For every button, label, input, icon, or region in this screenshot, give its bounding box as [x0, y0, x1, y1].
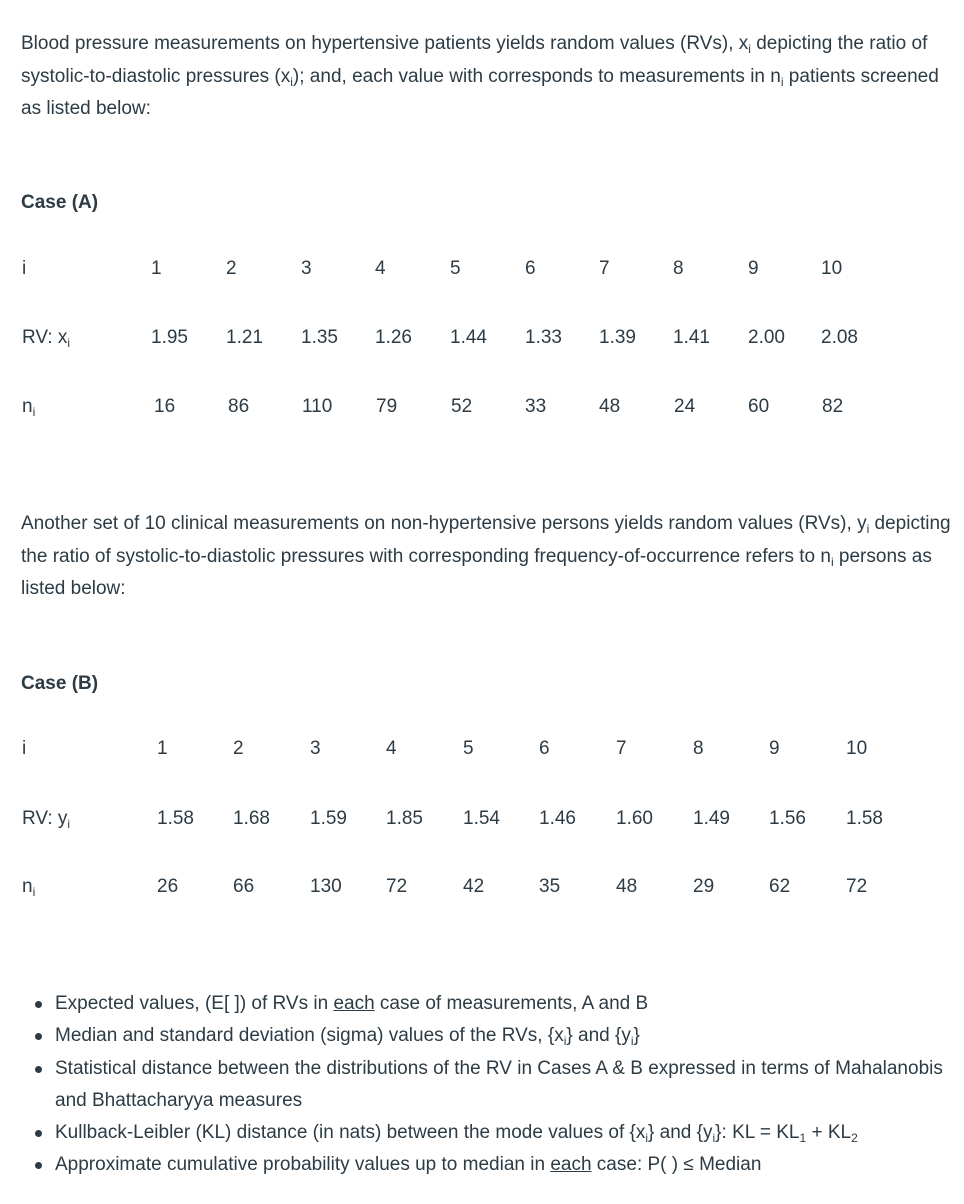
case-b-index-cell: 4 — [386, 738, 397, 759]
case-b-index-cell: 8 — [693, 738, 704, 759]
case-a-rv-cell: 1.41 — [673, 327, 710, 348]
case-b-count-cell: 130 — [310, 876, 342, 897]
case-a-rv-cell: 2.00 — [748, 327, 785, 348]
case-a-rv-cell: 1.35 — [301, 327, 338, 348]
case-b-index-cell: 10 — [846, 738, 868, 759]
case-a-index-cell: 3 — [301, 258, 312, 279]
case-b-index-cell: 9 — [769, 738, 780, 759]
case-a-rv-cell: 1.95 — [151, 327, 188, 348]
case-b-rv-cell: 1.49 — [693, 808, 730, 829]
case-b-rv-cell: 1.60 — [616, 808, 653, 829]
case-a-count-cell: 110 — [302, 396, 333, 417]
case-b-rv-cell: 1.85 — [386, 808, 423, 829]
case-a-label-n: $n_i$ — [22, 396, 36, 419]
case-a-rv-cell: 1.44 — [450, 327, 487, 348]
case-a-count-cell: 86 — [228, 396, 250, 417]
case-a-rv-cell: 1.33 — [525, 327, 562, 348]
case-b-index-cell: 5 — [463, 738, 474, 759]
case-a-index-cell: 5 — [450, 258, 461, 279]
case-a-rv-cell: 1.39 — [599, 327, 636, 348]
case-b-index-cell: 3 — [310, 738, 321, 759]
case-b-rv-cell: 1.68 — [233, 808, 270, 829]
case-b-count-cell: 66 — [233, 876, 255, 897]
case-b-count-cell: 29 — [693, 876, 715, 897]
case-b-label-i: i — [22, 738, 27, 759]
intro-paragraph-hypertensive: Blood pressure measurements on hypertensive patients yields random values (RVs), $x_i$ depicting the ratio of systolic-to-diastolic pressures $(x_i)$; and, each value with corresponds to measurements in $n_i$ patients screened as listed below: — [21, 33, 939, 119]
case-b-rv-cell: 1.56 — [769, 808, 806, 829]
case-b-count-cell: 62 — [769, 876, 791, 897]
case-b-index-cell: 1 — [157, 738, 168, 759]
case-b-rv-cell: 1.58 — [846, 808, 883, 829]
case-a-rv-cell: 1.26 — [375, 327, 412, 348]
case-a-index-cell: 10 — [821, 258, 843, 279]
case-b-rv-cell: 1.58 — [157, 808, 194, 829]
case-b-rv-cell: 1.46 — [539, 808, 576, 829]
task-bullet-list — [21, 988, 951, 1182]
case-b-count-cell: 42 — [463, 876, 485, 897]
case-b-count-cell: 26 — [157, 876, 179, 897]
case-a-count-cell: 60 — [748, 396, 770, 417]
case-b-count-cell: 72 — [846, 876, 868, 897]
bullet-cumulative-probability: Approximate cumulative probability values up to median in each case: P( ) ≤ Median — [21, 1149, 951, 1181]
case-a-rv-cell: 1.21 — [226, 327, 263, 348]
case-a-count-cell: 82 — [822, 396, 844, 417]
case-b-rv-cell: 1.54 — [463, 808, 500, 829]
case-a-index-cell: 9 — [748, 258, 759, 279]
case-a-count-cell: 48 — [599, 396, 621, 417]
case-b-count-cell: 35 — [539, 876, 561, 897]
case-b-title: Case (B) — [21, 673, 99, 694]
case-b-count-cell: 48 — [616, 876, 638, 897]
case-a-count-cell: 52 — [451, 396, 473, 417]
case-a-label-i: i — [22, 258, 27, 279]
bullet-median-sigma: Median and standard deviation (sigma) values of the RVs, $\{x_i\}$ and $\{y_i\}$ — [21, 1020, 951, 1052]
case-a-count-cell: 16 — [154, 396, 176, 417]
case-a-count-cell: 79 — [376, 396, 398, 417]
intro-paragraph-non-hypertensive: Another set of 10 clinical measurements on non-hypertensive persons yields random values (RVs), $y_i$ depicting the ratio of systolic-to-diastolic pressures with corresponding frequency-of-occurrence refers to $n_i$ persons as listed below: — [21, 513, 951, 599]
bullet-statistical-distance: Statistical distance between the distributions of the RV in Cases A & B expressed in terms of Mahalanobis and Bhattacharyya measures — [21, 1053, 951, 1118]
bullet-expected-values: Expected values, (E[ ]) of RVs in each case of measurements, A and B — [21, 988, 951, 1020]
case-b-index-cell: 2 — [233, 738, 244, 759]
case-b-rv-cell: 1.59 — [310, 808, 347, 829]
case-a-index-cell: 4 — [375, 258, 386, 279]
case-a-label-rv: RV: $x_i$ — [22, 327, 71, 350]
case-a-index-cell: 8 — [673, 258, 684, 279]
case-a-count-cell: 33 — [525, 396, 547, 417]
case-a-title: Case (A) — [21, 192, 99, 213]
case-a-index-cell: 1 — [151, 258, 162, 279]
case-b-label-rv: RV: $y_i$ — [22, 808, 71, 831]
case-a-index-cell: 7 — [599, 258, 610, 279]
case-a-count-cell: 24 — [674, 396, 696, 417]
case-b-count-cell: 72 — [386, 876, 408, 897]
case-b-index-cell: 6 — [539, 738, 550, 759]
bullet-kl-distance: Kullback-Leibler (KL) distance (in nats) between the mode values of $\{x_i\}$ and $\{y_i\}$: KL = $KL_1 + KL_2$ — [21, 1117, 951, 1149]
case-a-rv-cell: 2.08 — [821, 327, 858, 348]
case-a-index-cell: 6 — [525, 258, 536, 279]
case-b-label-n: $n_i$ — [22, 876, 36, 899]
case-b-index-cell: 7 — [616, 738, 627, 759]
case-a-index-cell: 2 — [226, 258, 237, 279]
